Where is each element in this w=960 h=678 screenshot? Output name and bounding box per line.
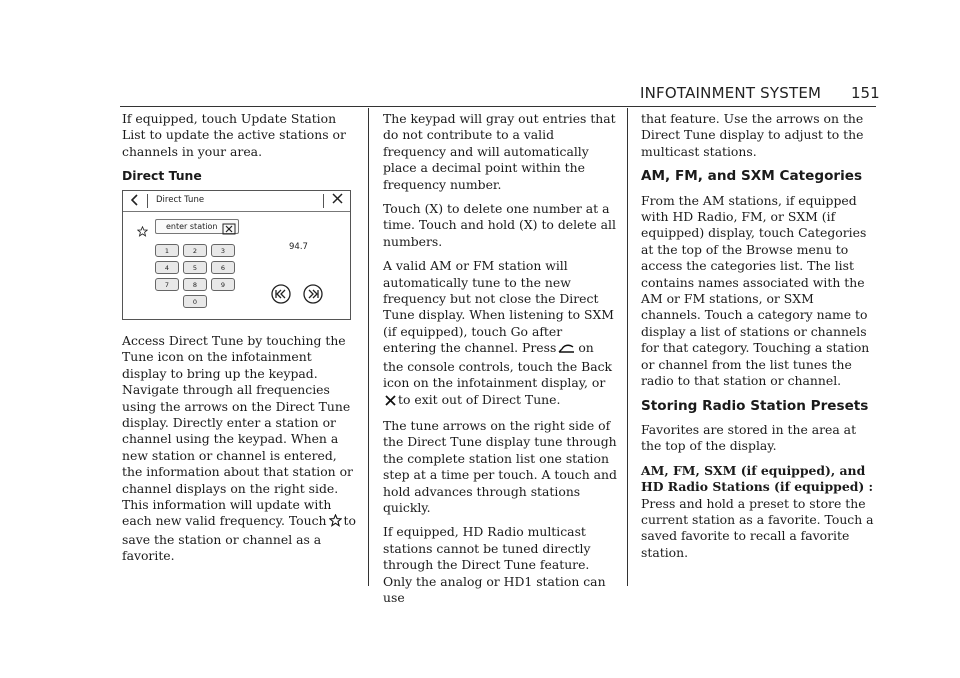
back-arrow-icon [558, 342, 576, 358]
delete-number-paragraph: Touch (X) to delete one number at a time. Touch and hold (X) to delete all numbers. [383, 201, 616, 249]
direct-tune-paragraph [122, 333, 356, 565]
column-1-lower [122, 333, 356, 573]
preset-instructions-text: Press and hold a preset to store the current station as a favorite. Touch a saved favorite to recall a favorite station. [641, 495, 874, 560]
direct-tune-subhead: Direct Tune [122, 168, 202, 184]
keypad-key-2[interactable]: 2 [183, 244, 207, 257]
star-icon [329, 514, 342, 531]
title-separator [147, 194, 148, 208]
seek-forward-icon[interactable] [303, 284, 323, 308]
direct-tune-text-tail: to save the station or channel as a favorite. [122, 513, 356, 564]
section-title: INFOTAINMENT SYSTEM [640, 84, 822, 102]
keypad-key-9[interactable]: 9 [211, 278, 235, 291]
favorite-star-icon[interactable] [137, 222, 148, 241]
categories-heading: AM, FM, and SXM Categories [641, 168, 863, 185]
figure-title: Direct Tune [156, 195, 205, 205]
close-x-icon [385, 394, 396, 410]
valid-station-text-c: to exit out of Direct Tune. [398, 391, 561, 407]
tune-arrows-paragraph: The tune arrows on the right side of the Direct Tune display tune through the complete station list one station step at a time per touch. A touch and hold advances through stations quickly. [383, 417, 617, 515]
preset-instructions-paragraph [641, 463, 877, 561]
column-1 [122, 111, 356, 197]
favorites-paragraph: Favorites are stored in the area at the top of the display. [641, 421, 857, 454]
close-separator [323, 194, 324, 208]
keypad-key-6[interactable]: 6 [211, 261, 235, 274]
categories-paragraph: From the AM stations, if equipped with HD Radio, FM, or SXM (if equipped) display, touch Categories at the top of the Browse menu to access the categories list. The list contains names associated with the AM or FM stations, or SXM channels. Touch a category name to display a list of stations or channels for that category. Touching a station or channel from the list tunes the radio to that station or channel. [641, 192, 870, 389]
figure-title-bar [123, 191, 350, 212]
keypad-key-5[interactable]: 5 [183, 261, 207, 274]
delete-icon[interactable] [222, 220, 236, 232]
column-divider-1 [368, 108, 369, 586]
preset-lead-in: AM, FM, SXM (if equipped), and HD Radio Stations (if equipped) : [641, 462, 874, 495]
keypad-key-7[interactable]: 7 [155, 278, 179, 291]
keypad-key-4[interactable]: 4 [155, 261, 179, 274]
seek-back-icon[interactable] [271, 284, 291, 308]
update-station-paragraph: If equipped, touch Update Station List to update the active stations or channels in your area. [122, 111, 346, 159]
column-divider-2 [627, 108, 628, 586]
column-3 [641, 111, 877, 569]
header-rule [120, 106, 876, 107]
direct-tune-text: Access Direct Tune by touching the Tune icon on the infotainment display to bring up the keypad. Navigate through all frequencies using the arrows on the Direct Tune display. Directly enter a station or channel using the keypad. When a new station or channel is entered, the information about that station or channel displays on the right side. This information will update with each new valid frequency. Touch [122, 333, 353, 529]
valid-station-paragraph [383, 258, 617, 410]
frequency-display: 94.7 [289, 242, 308, 252]
direct-tune-figure [122, 190, 351, 320]
keypad-key-0[interactable]: 0 [183, 295, 207, 308]
valid-station-text-a: A valid AM or FM station will automatically tune to the new frequency but not close the Direct Tune display. When listening to SXM (if equipped), touch Go after entering the channel. Press [383, 258, 614, 356]
valid-station-text-b: on the console controls, touch the Back icon on the infotainment display, or [383, 340, 613, 391]
column-2 [383, 111, 617, 614]
station-entry-field[interactable]: enter station [155, 219, 239, 234]
keypad-gray-paragraph: The keypad will gray out entries that do not contribute to a valid frequency and will automatically place a decimal point within the frequency number. [383, 111, 616, 192]
multicast-continued-paragraph: that feature. Use the arrows on the Direct Tune display to adjust to the multicast stations. [641, 111, 864, 159]
keypad-key-1[interactable]: 1 [155, 244, 179, 257]
presets-heading: Storing Radio Station Presets [641, 397, 869, 414]
page-header [0, 84, 960, 104]
hd-multicast-paragraph: If equipped, HD Radio multicast stations cannot be tuned directly through the Direct Tune feature. Only the analog or HD1 station can use [383, 524, 606, 605]
keypad-key-3[interactable]: 3 [211, 244, 235, 257]
page-number: 151 [851, 84, 880, 102]
keypad-key-8[interactable]: 8 [183, 278, 207, 291]
close-icon[interactable] [332, 193, 343, 207]
back-icon[interactable] [131, 194, 139, 209]
